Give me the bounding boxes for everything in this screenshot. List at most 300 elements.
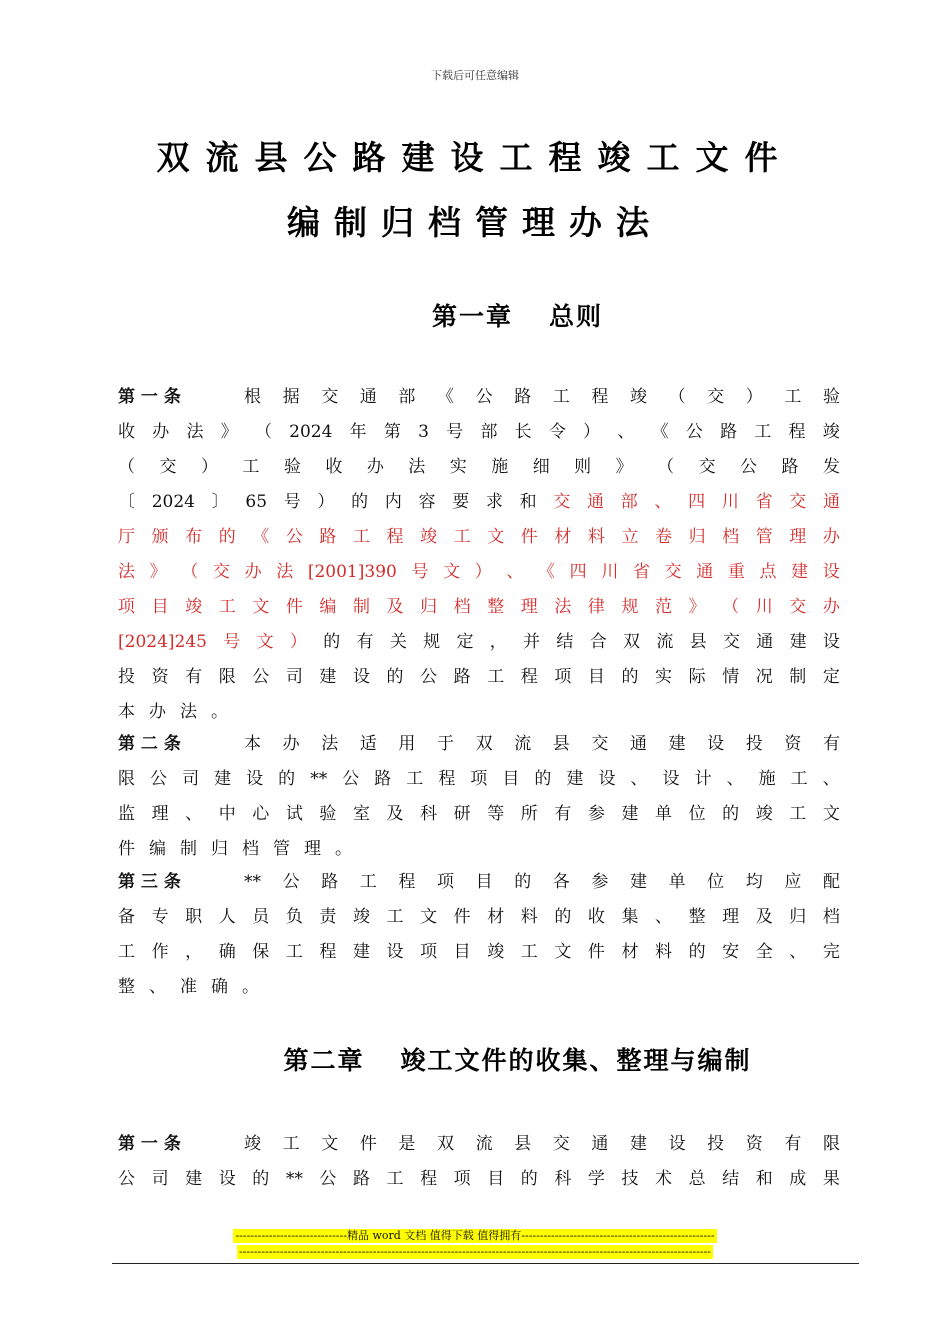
body-text: ** bbox=[285, 1169, 303, 1189]
highlighted-text: （ bbox=[181, 562, 199, 582]
body-text: 、 bbox=[822, 769, 840, 789]
highlighted-text: 交 bbox=[212, 562, 230, 582]
body-text: 法 bbox=[180, 702, 197, 722]
body-text: 负 bbox=[285, 907, 303, 927]
body-text: 流 bbox=[514, 734, 532, 754]
body-text: 项 bbox=[470, 769, 488, 789]
body-text: 的 bbox=[514, 872, 532, 892]
body-text: 保 bbox=[252, 942, 270, 962]
highlighted-text: 省 bbox=[632, 562, 650, 582]
body-text: 交 bbox=[591, 734, 609, 754]
body-text: 交 bbox=[321, 387, 339, 407]
body-text: 办 bbox=[149, 702, 166, 722]
footer-banner-line-1: ------------------------------精品 word 文档 值得下载 值得拥有---------------------------------------------------- bbox=[235, 1229, 715, 1242]
highlighted-text: 通 bbox=[587, 492, 605, 512]
body-text: 件 bbox=[453, 907, 471, 927]
body-text: 总 bbox=[688, 1169, 706, 1189]
body-text: 、 bbox=[789, 942, 807, 962]
body-text: 室 bbox=[352, 804, 370, 824]
body-text: 目 bbox=[502, 769, 520, 789]
highlighted-text: 办 bbox=[822, 597, 840, 617]
body-text: 县 bbox=[689, 632, 707, 652]
body-text: 司 bbox=[182, 769, 200, 789]
highlighted-text: ） bbox=[289, 632, 307, 652]
highlighted-text: 文 bbox=[256, 632, 274, 652]
chapter-name: 总则 bbox=[549, 302, 604, 331]
body-text: 公 bbox=[150, 769, 168, 789]
body-text: 双 bbox=[475, 734, 493, 754]
body-text: 工 bbox=[487, 667, 505, 687]
highlighted-text: 卷 bbox=[655, 527, 672, 547]
body-text: ） bbox=[583, 422, 601, 442]
highlighted-text: 项 bbox=[118, 597, 135, 617]
highlighted-text: 整 bbox=[487, 597, 505, 617]
body-text: 65 bbox=[245, 492, 268, 512]
body-text: 竣 bbox=[629, 387, 647, 407]
chapter-label: 第一章 bbox=[431, 302, 513, 331]
body-text: 2024 bbox=[289, 422, 333, 442]
body-text: 学 bbox=[587, 1169, 605, 1189]
body-text: 文 bbox=[554, 942, 572, 962]
body-text: （ bbox=[254, 422, 272, 442]
chapter-heading-1 bbox=[0, 297, 950, 333]
body-text: 有 bbox=[554, 804, 572, 824]
body-text: 和 bbox=[519, 492, 537, 512]
body-text: 成 bbox=[789, 1169, 807, 1189]
body-text: 设 bbox=[822, 632, 840, 652]
body-text: 理 bbox=[151, 804, 169, 824]
body-text-line bbox=[118, 488, 840, 516]
body-text-line bbox=[118, 938, 840, 966]
body-text: 交 bbox=[552, 1134, 570, 1154]
body-text: 部 bbox=[480, 422, 498, 442]
highlighted-text: 》 bbox=[149, 562, 167, 582]
body-text: 设 bbox=[598, 769, 616, 789]
body-text: 作 bbox=[151, 942, 169, 962]
body-text: ） bbox=[200, 457, 218, 477]
body-text: 有 bbox=[356, 632, 374, 652]
body-text: 据 bbox=[282, 387, 300, 407]
body-text: 》 bbox=[615, 457, 633, 477]
body-text: 程 bbox=[591, 387, 609, 407]
body-text: 建 bbox=[352, 942, 370, 962]
highlighted-text: 文 bbox=[252, 597, 270, 617]
body-text: 归 bbox=[789, 907, 807, 927]
body-text: 术 bbox=[655, 1169, 672, 1189]
body-text: 通 bbox=[756, 632, 774, 652]
highlighted-text: 通 bbox=[822, 492, 840, 512]
body-text: 应 bbox=[784, 872, 802, 892]
body-text: 的 bbox=[534, 769, 552, 789]
body-text: 设 bbox=[707, 734, 725, 754]
highlighted-text: 通 bbox=[696, 562, 714, 582]
highlighted-text: 档 bbox=[722, 527, 740, 547]
body-text: 程 bbox=[398, 872, 416, 892]
highlighted-text: ） bbox=[474, 562, 492, 582]
body-text: 工 bbox=[242, 457, 260, 477]
body-text: 法 bbox=[186, 422, 204, 442]
body-text-line bbox=[118, 698, 840, 726]
body-text: 文 bbox=[822, 804, 840, 824]
body-text: 监 bbox=[118, 804, 135, 824]
body-text: 投 bbox=[707, 1134, 725, 1154]
body-text: 设 bbox=[246, 769, 264, 789]
highlighted-text: 四 bbox=[688, 492, 706, 512]
body-text: 适 bbox=[359, 734, 377, 754]
body-text-line bbox=[118, 903, 840, 931]
highlighted-text: 档 bbox=[453, 597, 471, 617]
gap bbox=[202, 383, 222, 411]
body-text: 程 bbox=[520, 667, 538, 687]
body-text: 工 bbox=[520, 942, 538, 962]
body-text: 目 bbox=[487, 1169, 505, 1189]
body-text-line bbox=[118, 453, 840, 481]
body-text: 司 bbox=[285, 667, 303, 687]
body-text: 备 bbox=[118, 907, 135, 927]
body-text: 路 bbox=[374, 769, 392, 789]
body-text: 是 bbox=[398, 1134, 416, 1154]
body-text: 的 bbox=[278, 769, 296, 789]
body-text: 工 bbox=[359, 872, 377, 892]
body-text: 有 bbox=[185, 667, 203, 687]
body-text: 交 bbox=[159, 457, 177, 477]
article-number: 第 三 条 bbox=[118, 872, 181, 892]
body-text-line bbox=[118, 800, 840, 828]
body-text: 根 bbox=[244, 387, 262, 407]
article-number: 第 一 条 bbox=[118, 387, 181, 407]
body-text: 交 bbox=[722, 632, 740, 652]
body-text: 安 bbox=[722, 942, 740, 962]
body-text: 完 bbox=[822, 942, 840, 962]
body-text: 双 bbox=[437, 1134, 454, 1154]
body-text: 公 bbox=[685, 422, 703, 442]
body-text-line bbox=[118, 868, 840, 896]
body-text: 设 bbox=[352, 667, 370, 687]
highlighted-text: 工 bbox=[352, 527, 370, 547]
body-text: 建 bbox=[789, 632, 807, 652]
highlighted-text: 文 bbox=[487, 527, 505, 547]
body-text: 资 bbox=[784, 734, 802, 754]
body-text-line bbox=[118, 523, 840, 551]
highlighted-text: 件 bbox=[285, 597, 303, 617]
body-text: 要 bbox=[452, 492, 470, 512]
highlighted-text: 部 bbox=[620, 492, 638, 512]
body-text: 的 bbox=[621, 667, 639, 687]
body-text: 工 bbox=[285, 942, 303, 962]
body-text: 限 bbox=[218, 667, 236, 687]
body-text: 《 bbox=[437, 387, 454, 407]
highlighted-text: 制 bbox=[352, 597, 370, 617]
body-text: 办 bbox=[366, 457, 384, 477]
article-number: 第 一 条 bbox=[118, 1134, 181, 1154]
chapter-label: 第二章 bbox=[283, 1046, 365, 1075]
highlighted-text: 竣 bbox=[185, 597, 203, 617]
body-text: 配 bbox=[822, 872, 840, 892]
body-text: 设 bbox=[386, 942, 404, 962]
body-text: 、 bbox=[630, 769, 648, 789]
body-text: 竣 bbox=[822, 422, 840, 442]
highlighted-text: 文 bbox=[443, 562, 461, 582]
highlighted-text: 目 bbox=[151, 597, 169, 617]
body-text: 交 bbox=[707, 387, 725, 407]
body-text: 建 bbox=[621, 804, 639, 824]
body-text: ** bbox=[244, 872, 262, 892]
body-text: 用 bbox=[398, 734, 416, 754]
body-text: 路 bbox=[781, 457, 799, 477]
body-text: 3 bbox=[418, 422, 429, 442]
body-text: 参 bbox=[587, 804, 605, 824]
body-text: 关 bbox=[389, 632, 407, 652]
gap bbox=[202, 730, 222, 758]
body-text: 限 bbox=[118, 769, 135, 789]
body-text: 建 bbox=[319, 667, 337, 687]
body-text: 确 bbox=[218, 942, 236, 962]
highlighted-text: 工 bbox=[218, 597, 236, 617]
footer-banner-line-2: ------------------------------------------------------------------------------------------------------------------------------- bbox=[238, 1245, 712, 1258]
highlighted-text: 法 bbox=[554, 597, 572, 617]
body-text: 〕 bbox=[211, 492, 229, 512]
body-text: 位 bbox=[688, 804, 706, 824]
body-text: 号 bbox=[446, 422, 464, 442]
highlighted-text: 竣 bbox=[420, 527, 438, 547]
body-text: 试 bbox=[285, 804, 303, 824]
body-text-line bbox=[118, 973, 840, 1001]
body-text: 路 bbox=[453, 667, 471, 687]
highlighted-text: 理 bbox=[789, 527, 807, 547]
body-text-line bbox=[118, 383, 840, 411]
body-text-line bbox=[118, 558, 840, 586]
highlighted-text: （ bbox=[722, 597, 740, 617]
body-text: 、 bbox=[655, 907, 672, 927]
body-text: 法 bbox=[408, 457, 426, 477]
body-text-line bbox=[118, 765, 840, 793]
body-text: 并 bbox=[523, 632, 541, 652]
body-text: 有 bbox=[822, 734, 840, 754]
body-text: 项 bbox=[554, 667, 572, 687]
body-text: 验 bbox=[283, 457, 301, 477]
highlighted-text: 法 bbox=[276, 562, 294, 582]
highlighted-text: 公 bbox=[285, 527, 303, 547]
body-text: 位 bbox=[707, 872, 725, 892]
body-text: 工 bbox=[406, 769, 424, 789]
body-text: 整 bbox=[118, 977, 135, 997]
body-text: 工 bbox=[552, 387, 570, 407]
body-text: 的 bbox=[386, 667, 404, 687]
body-text: 路 bbox=[720, 422, 738, 442]
body-text-line bbox=[118, 1130, 840, 1158]
body-text: 项 bbox=[420, 942, 438, 962]
body-text: 中 bbox=[218, 804, 236, 824]
body-text: 公 bbox=[420, 667, 438, 687]
body-text: 工 bbox=[282, 1134, 300, 1154]
body-text: 、 bbox=[185, 804, 203, 824]
body-text: 。 bbox=[335, 839, 352, 859]
body-text: 心 bbox=[252, 804, 270, 824]
body-text: 制 bbox=[789, 667, 807, 687]
body-text: 的 bbox=[554, 907, 572, 927]
body-text: 结 bbox=[722, 1169, 740, 1189]
highlighted-text: 归 bbox=[688, 527, 706, 547]
body-text: 流 bbox=[656, 632, 674, 652]
body-text: 公 bbox=[118, 1169, 135, 1189]
body-text: 全 bbox=[755, 942, 773, 962]
highlighted-text: 、 bbox=[506, 562, 524, 582]
highlighted-text: 交 bbox=[553, 492, 571, 512]
body-text: 及 bbox=[755, 907, 773, 927]
body-text: 公 bbox=[282, 872, 300, 892]
body-text: 目 bbox=[475, 872, 493, 892]
body-text: 工 bbox=[386, 1169, 404, 1189]
body-text: 建 bbox=[629, 872, 647, 892]
highlighted-text: 、 bbox=[654, 492, 672, 512]
body-text: 件 bbox=[359, 1134, 377, 1154]
body-text: 件 bbox=[587, 942, 605, 962]
body-text: ） bbox=[317, 492, 335, 512]
body-text: 料 bbox=[520, 907, 538, 927]
highlighted-text: 律 bbox=[587, 597, 605, 617]
body-text: 集 bbox=[621, 907, 639, 927]
body-text: 则 bbox=[574, 457, 592, 477]
body-text: 交 bbox=[698, 457, 716, 477]
highlighted-text: 川 bbox=[601, 562, 619, 582]
body-text: 项 bbox=[437, 872, 454, 892]
highlighted-text: 号 bbox=[411, 562, 429, 582]
highlighted-text: 颁 bbox=[151, 527, 169, 547]
body-text: 发 bbox=[822, 457, 840, 477]
highlighted-text: [2024]245 bbox=[118, 632, 207, 652]
body-text: 目 bbox=[587, 667, 605, 687]
body-text: 工 bbox=[118, 942, 135, 962]
body-text: 长 bbox=[514, 422, 532, 442]
body-text: 工 bbox=[784, 387, 802, 407]
body-text: 均 bbox=[745, 872, 763, 892]
body-text: 司 bbox=[151, 1169, 169, 1189]
body-text: 的 bbox=[323, 632, 341, 652]
body-text: 令 bbox=[548, 422, 566, 442]
body-text: 合 bbox=[589, 632, 607, 652]
body-text: 工 bbox=[790, 769, 808, 789]
body-text: 、 bbox=[617, 422, 635, 442]
body-text: 结 bbox=[556, 632, 574, 652]
highlighted-text: 办 bbox=[244, 562, 262, 582]
body-text: 果 bbox=[822, 1169, 840, 1189]
document-title-line-1: 双流县公路建设工程竣工文件 bbox=[156, 138, 794, 177]
body-text: 科 bbox=[554, 1169, 572, 1189]
body-text: 公 bbox=[342, 769, 360, 789]
body-text: 目 bbox=[453, 942, 471, 962]
body-text: ， bbox=[489, 632, 507, 652]
highlighted-text: 省 bbox=[755, 492, 773, 512]
body-text: 程 bbox=[788, 422, 806, 442]
body-text: 员 bbox=[252, 907, 270, 927]
body-text: 收 bbox=[118, 422, 135, 442]
highlighted-text: 程 bbox=[386, 527, 404, 547]
body-text: 职 bbox=[185, 907, 203, 927]
highlighted-text: 交 bbox=[664, 562, 682, 582]
gap bbox=[202, 1130, 222, 1158]
body-text-line bbox=[118, 835, 840, 863]
body-text: 的 bbox=[722, 804, 740, 824]
body-text: 技 bbox=[621, 1169, 639, 1189]
body-text: 路 bbox=[514, 387, 532, 407]
body-text-line bbox=[118, 730, 840, 758]
body-text: 、 bbox=[726, 769, 744, 789]
body-text: 验 bbox=[319, 804, 337, 824]
body-text: 的 bbox=[252, 1169, 270, 1189]
highlighted-text: 法 bbox=[118, 562, 135, 582]
body-text: 细 bbox=[532, 457, 550, 477]
body-text: 材 bbox=[487, 907, 505, 927]
body-text: 投 bbox=[118, 667, 135, 687]
body-text: 单 bbox=[655, 804, 672, 824]
body-text: 定 bbox=[822, 667, 840, 687]
highlighted-text: 厅 bbox=[118, 527, 135, 547]
body-text: 。 bbox=[242, 977, 259, 997]
body-text: 确 bbox=[211, 977, 228, 997]
body-text: 准 bbox=[180, 977, 197, 997]
body-text: 整 bbox=[688, 907, 706, 927]
body-text: 规 bbox=[423, 632, 441, 652]
body-text: 管 bbox=[273, 839, 290, 859]
body-text: 理 bbox=[304, 839, 321, 859]
body-text: 程 bbox=[319, 942, 337, 962]
document-title-line-2: 编制归档管理办法 bbox=[287, 203, 663, 242]
body-text: 投 bbox=[745, 734, 763, 754]
body-text: 设 bbox=[218, 1169, 236, 1189]
body-text: 定 bbox=[456, 632, 474, 652]
body-text: 竣 bbox=[244, 1134, 262, 1154]
body-text: 竣 bbox=[755, 804, 773, 824]
body-text: 通 bbox=[629, 734, 647, 754]
body-text-line bbox=[118, 663, 840, 691]
body-text: 程 bbox=[438, 769, 456, 789]
body-text: 工 bbox=[789, 804, 807, 824]
body-text: 内 bbox=[384, 492, 402, 512]
body-text: 求 bbox=[485, 492, 503, 512]
highlighted-text: 《 bbox=[538, 562, 556, 582]
body-text: 收 bbox=[325, 457, 343, 477]
highlighted-text: 编 bbox=[319, 597, 337, 617]
body-text: 设 bbox=[668, 1134, 686, 1154]
body-text: 项 bbox=[453, 1169, 471, 1189]
body-text: 本 bbox=[118, 702, 135, 722]
highlighted-text: 规 bbox=[621, 597, 639, 617]
body-text: 公 bbox=[319, 1169, 337, 1189]
body-text: 等 bbox=[487, 804, 505, 824]
body-text: ** bbox=[310, 769, 328, 789]
highlighted-text: 设 bbox=[822, 562, 840, 582]
body-text: 办 bbox=[282, 734, 300, 754]
highlighted-text: 范 bbox=[655, 597, 672, 617]
body-text: 编 bbox=[149, 839, 166, 859]
body-text: 责 bbox=[319, 907, 337, 927]
body-text: 双 bbox=[623, 632, 641, 652]
footer-banner bbox=[0, 1245, 950, 1259]
body-text-line bbox=[118, 1165, 840, 1193]
body-text: 研 bbox=[453, 804, 471, 824]
body-text: 资 bbox=[745, 1134, 763, 1154]
body-text: 法 bbox=[321, 734, 339, 754]
highlighted-text: 理 bbox=[520, 597, 538, 617]
body-text: 工 bbox=[754, 422, 772, 442]
body-text: （ bbox=[668, 387, 686, 407]
body-text-line bbox=[118, 418, 840, 446]
body-text: 通 bbox=[591, 1134, 609, 1154]
body-text: 县 bbox=[514, 1134, 532, 1154]
body-text: 情 bbox=[722, 667, 740, 687]
body-text: 第 bbox=[383, 422, 401, 442]
body-text-line bbox=[118, 593, 840, 621]
